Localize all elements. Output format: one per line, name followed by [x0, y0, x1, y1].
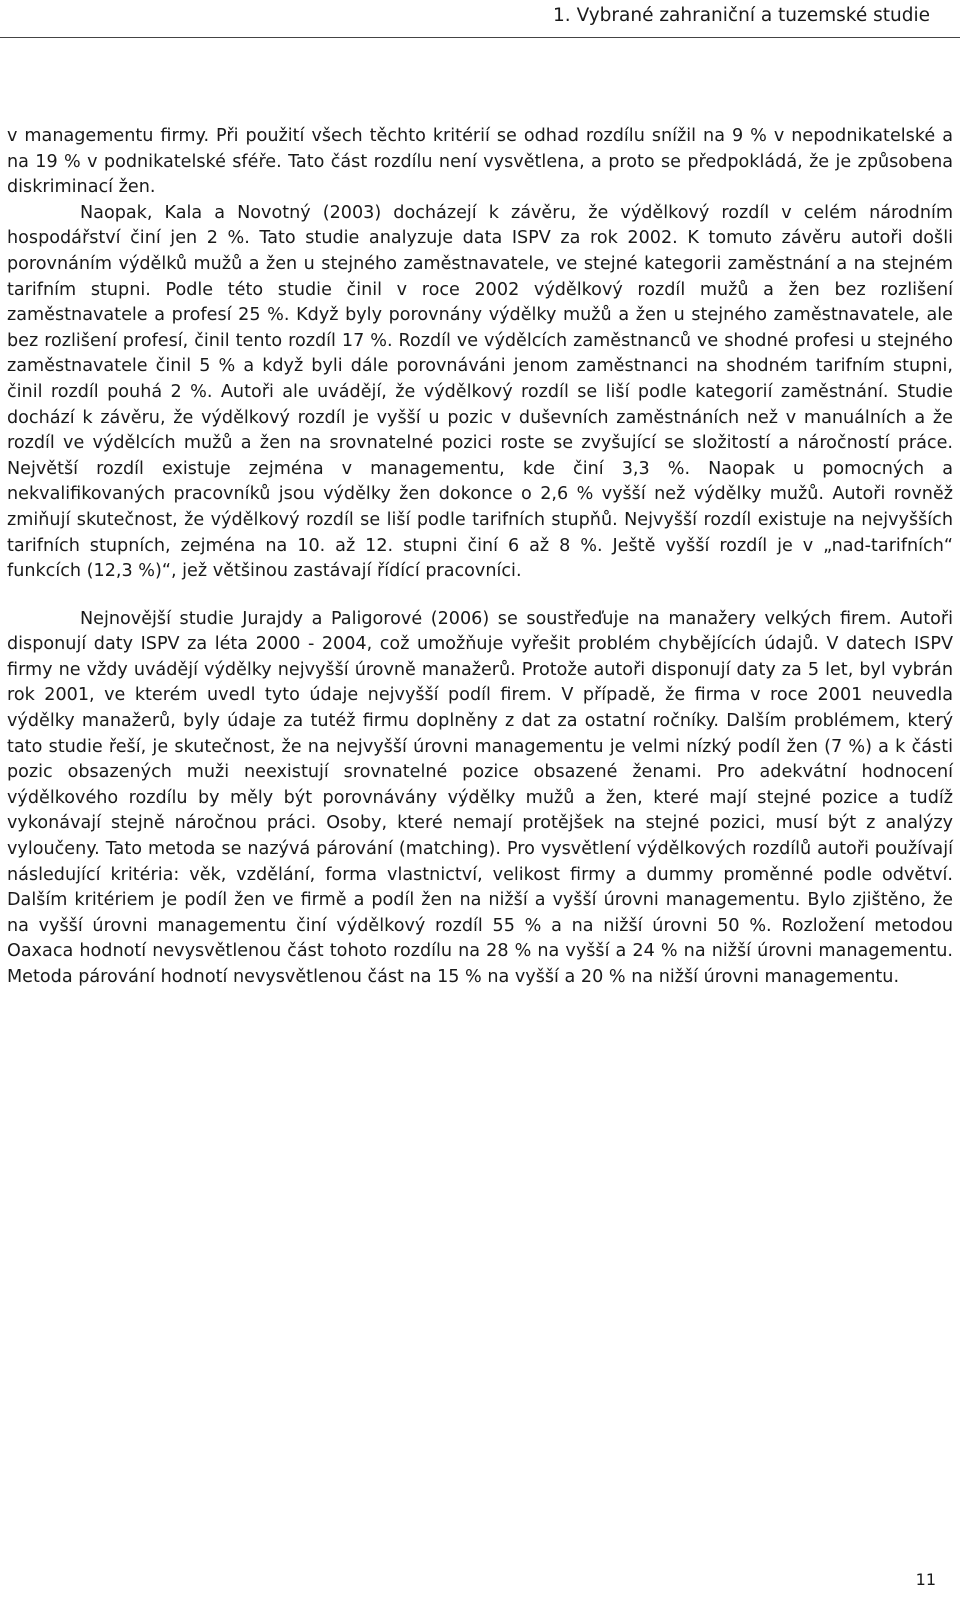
document-body — [7, 124, 953, 991]
page-number: 11 — [915, 1570, 936, 1589]
paragraph-1: v managementu firmy. Při použití všech těchto kritérií se odhad rozdílu snížil na 9 % v nepodnikatelské a na 19 % v podnikatelské sféře. Tato část rozdílu není vysvětlena, a proto se předpokládá, že je způsobena diskriminací žen. — [7, 126, 953, 198]
header-divider — [0, 37, 960, 38]
paragraph-3: Nejnovější studie Jurajdy a Paligorové (2006) se soustřeďuje na manažery velkých firem. Autoři disponují daty ISPV za léta 2000 - 2004, což umožňuje vyřešit problém chybějících údajů. V datech ISPV firmy ne vždy uvádějí výdělky nejvyšší úrovně manažerů. Protože autoři disponují daty za 5 let, byl vybrán rok 2001, ve kterém uvedl tyto údaje nejvyšší podíl firem. V případě, že firma v roce 2001 neuvedla výdělky manažerů, byly údaje za tutéž firmu doplněny z dat za ostatní ročníky. Dalším problémem, který tato studie řeší, je skutečnost, že na nejvyšší úrovni managementu je velmi nízký podíl žen (7 %) a k části pozic obsazených muži neexistují srovnatelné pozice obsazené ženami. Pro adekvátní hodnocení výdělkového rozdílu by měly být porovnávány výdělky mužů a žen, které mají stejné pozice a tudíž vykonávají stejně náročnou práci. Osoby, které nemají protějšek na stejné pozici, musí být z analýzy vyloučeny. Tato metoda se nazývá párování (matching). Pro vysvětlení výdělkových rozdílů autoři používají následující kritéria: věk, vzdělání, forma vlastnictví, velikost firmy a dummy proměnné podle odvětví. Dalším kritériem je podíl žen ve firmě a podíl žen na nižší a vyšší úrovni managementu. Bylo zjištěno, že na vyšší úrovni managementu činí výdělkový rozdíl 55 % a na nižší úrovni 50 %. Rozložení metodou Oaxaca hodnotí nevysvětlenou část tohoto rozdílu na 28 % na vyšší a 24 % na nižší úrovni managementu. Metoda párování hodnotí nevysvětlenou část na 15 % na vyšší a 20 % na nižší úrovni managementu. — [7, 608, 953, 987]
running-header-title: 1. Vybrané zahraniční a tuzemské studie — [553, 5, 930, 26]
paragraph-2: Naopak, Kala a Novotný (2003) docházejí k závěru, že výdělkový rozdíl v celém národním hospodářství činí jen 2 %. Tato studie analyzuje data ISPV za rok 2002. K tomuto závěru autoři došli porovnáním výdělků mužů a žen u stejného zaměstnavatele, ve stejné kategorii zaměstnání a na stejném tarifním stupni. Podle této studie činil v roce 2002 výdělkový rozdíl mužů a žen bez rozlišení zaměstnavatele a profesí 25 %. Když byly porovnány výdělky mužů a žen u stejného zaměstnavatele, ale bez rozlišení profesí, činil tento rozdíl 17 %. Rozdíl ve výdělcích zaměstnanců ve shodné profesi u stejného zaměstnavatele činil 5 % a když byli dále porovnáváni jenom zaměstnanci na shodném tarifním stupni, činil rozdíl pouhá 2 %. Autoři ale uvádějí, že výdělkový rozdíl se liší podle kategorií zaměstnání. Studie dochází k závěru, že výdělkový rozdíl je vyšší u pozic v duševních zaměstnáních než v manuálních a že rozdíl ve výdělcích mužů a žen na srovnatelné pozici roste se zvyšující se složitostí a náročností práce. Největší rozdíl existuje zejména v managementu, kde činí 3,3 %. Naopak u pomocných a nekvalifikovaných pracovníků jsou výdělky žen dokonce o 2,6 % vyšší než výdělky mužů. Autoři rovněž zmiňují skutečnost, že výdělkový rozdíl se liší podle tarifních stupňů. Nejvyšší rozdíl existuje na nejvyšších tarifních stupních, zejména na 10. až 12. stupni činí 6 až 8 %. Ještě vyšší rozdíl je v „nad-tarifních“ funkcích (12,3 %)“, jež většinou zastávají řídící pracovníci. — [7, 202, 953, 582]
